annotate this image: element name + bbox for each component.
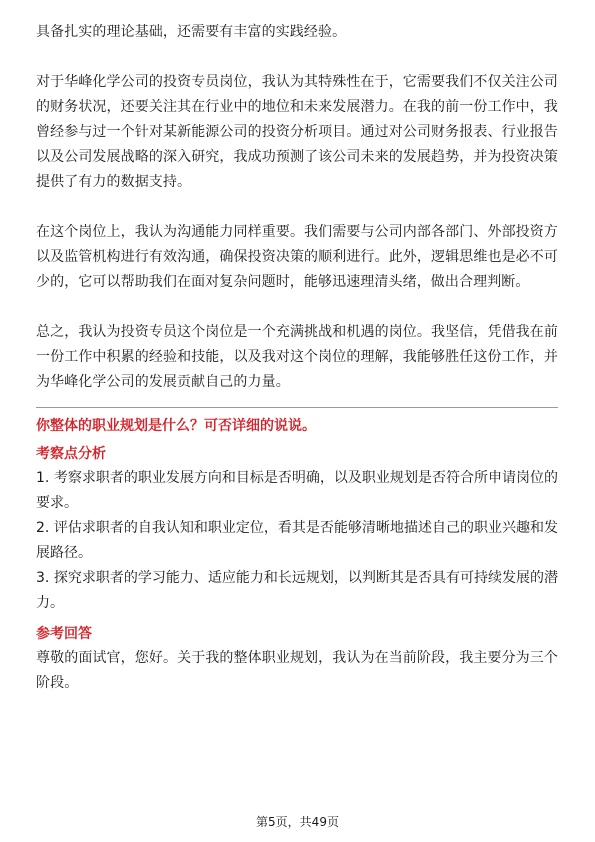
- paragraph-communication: 在这个岗位上，我认为沟通能力同样重要。我们需要与公司内部各部门、外部投资方以及监管机构进行有效沟通，确保投资决策的顺利进行。此外，逻辑思维也是必不可少的，它可以帮助我们在面对复杂问题时，能够迅速理清头绪，做出合理判断。: [36, 224, 558, 290]
- paragraph-gap: [36, 295, 558, 320]
- analysis-item: 2. 评估求职者的自我认知和职业定位，看其是否能够清晰地描述自己的职业兴趣和发展路径。: [36, 520, 558, 561]
- page-number-footer: 第5页，共49页: [256, 815, 339, 829]
- section-divider: [36, 407, 558, 408]
- paragraph-role-specialty: 对于华峰化学公司的投资专员岗位，我认为其特殊性在于，它需要我们不仅关注公司的财务状况，还要关注其在行业中的地位和未来发展潜力。在我的前一份工作中，我曾经参与过一个针对某新能源公司的投资分析项目。通过对公司财务报表、行业报告以及公司发展战略的深入研究，我成功预测了该公司未来的发展趋势，并为投资决策提供了有力的数据支持。: [36, 74, 558, 190]
- paragraph-intro: 具备扎实的理论基础，还需要有丰富的实践经验。: [36, 24, 347, 40]
- page-content: [36, 20, 558, 696]
- answer-heading: 参考回答: [36, 626, 92, 642]
- analysis-item: 3. 探究求职者的学习能力、适应能力和长远规划，以判断其是否具有可持续发展的潜力。: [36, 570, 558, 611]
- analysis-heading: 考察点分析: [36, 446, 106, 462]
- interview-question: 你整体的职业规划是什么？可否详细的说说。: [36, 418, 316, 434]
- paragraph-conclusion: 总之，我认为投资专员这个岗位是一个充满挑战和机遇的岗位。我坚信，凭借我在前一份工作中积累的经验和技能，以及我对这个岗位的理解，我能够胜任这份工作，并为华峰化学公司的发展贡献自己的力量。: [36, 324, 558, 390]
- paragraph-gap: [36, 45, 558, 70]
- paragraph-gap: [36, 195, 558, 220]
- analysis-item: 1. 考察求职者的职业发展方向和目标是否明确，以及职业规划是否符合所申请岗位的要求。: [36, 470, 558, 511]
- answer-text: 尊敬的面试官，您好。关于我的整体职业规划，我认为在当前阶段，我主要分为三个阶段。: [36, 650, 558, 691]
